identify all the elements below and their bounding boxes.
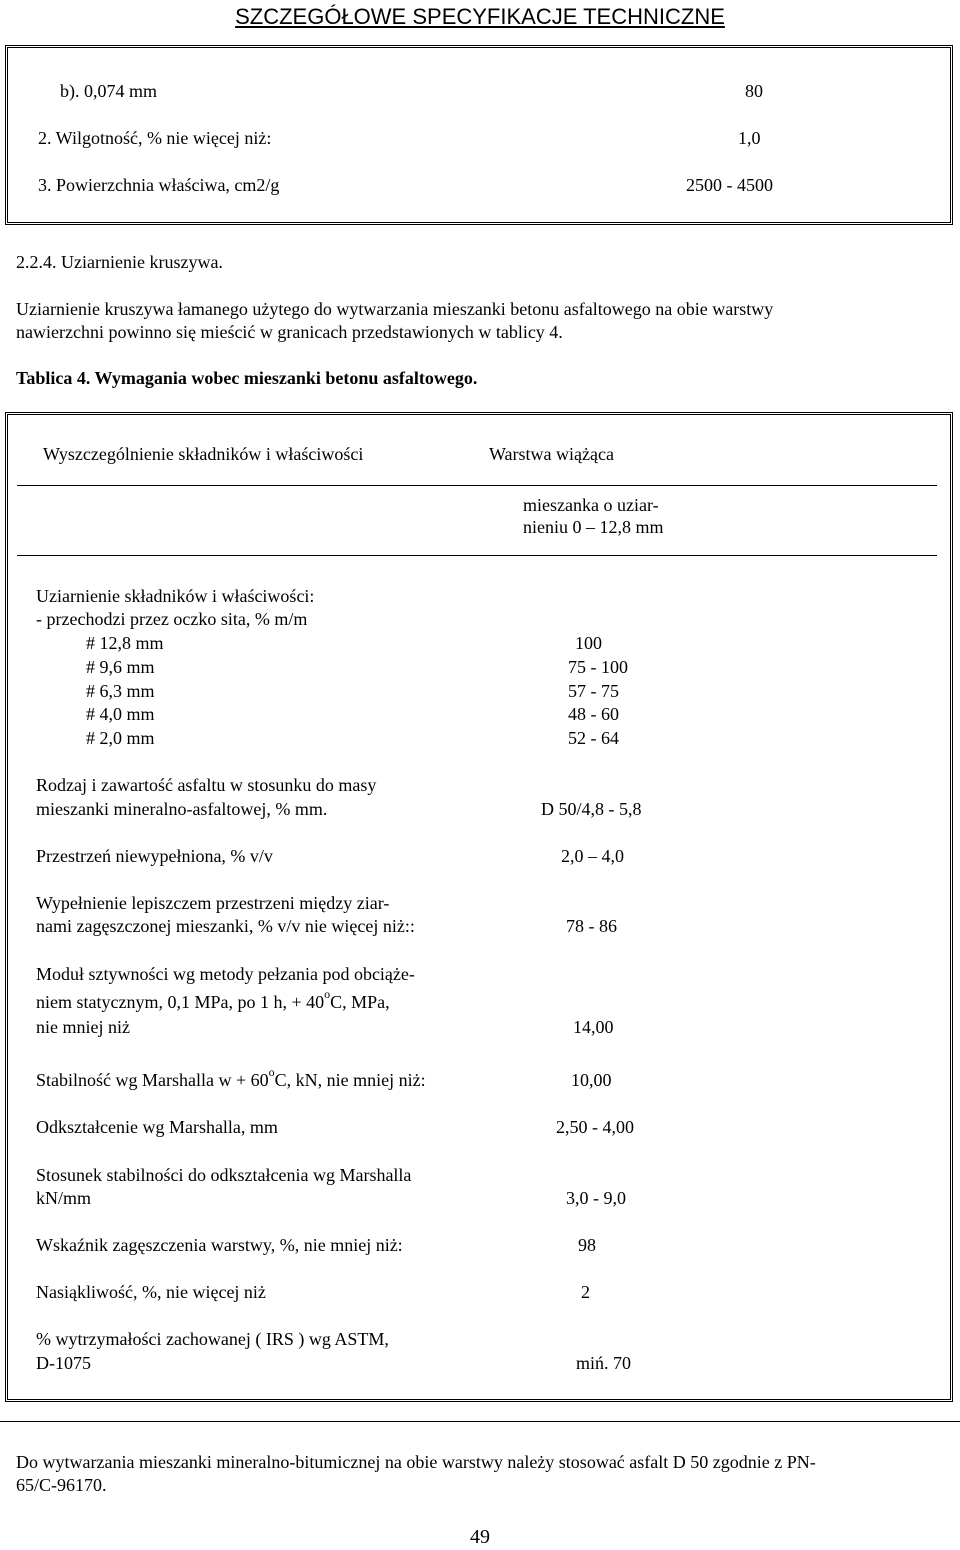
- grading-subtitle: - przechodzi przez oczko sita, % m/m: [36, 609, 308, 629]
- property-value: 98: [578, 1235, 596, 1255]
- grading-title: Uziarnienie składników i właściwości:: [36, 586, 315, 606]
- property-value: miń. 70: [576, 1353, 632, 1373]
- section-heading: 2.2.4. Uziarnienie kruszywa.: [16, 252, 223, 272]
- property-value: 2,50 - 4,00: [556, 1117, 634, 1137]
- property-label: mieszanki mineralno-asfaltowej, % mm.: [36, 799, 328, 819]
- property-value: 10,00: [571, 1070, 612, 1090]
- sieve-value: 75 - 100: [568, 657, 628, 677]
- property-label: Moduł sztywności wg metody pełzania pod obciąże-: [36, 964, 415, 984]
- property-label-part: C, MPa,: [330, 992, 390, 1012]
- property-value: 3,0 - 9,0: [566, 1188, 626, 1208]
- footer-divider: [0, 1421, 960, 1422]
- sieve-label: # 12,8 mm: [86, 633, 164, 653]
- page-number: 49: [470, 1526, 490, 1548]
- sieve-value: 52 - 64: [568, 728, 619, 748]
- property-value: D 50/4,8 - 5,8: [541, 799, 642, 819]
- sieve-value: 100: [575, 633, 602, 653]
- property-value: 2,0 – 4,0: [561, 846, 624, 866]
- spec-row-label: b). 0,074 mm: [60, 81, 157, 101]
- property-label: Wskaźnik zagęszczenia warstwy, %, nie mniej niż:: [36, 1235, 403, 1255]
- column-header: Warstwa wiążąca: [489, 444, 614, 464]
- page-title: [0, 4, 960, 30]
- table-divider: [17, 485, 937, 486]
- sieve-value: 48 - 60: [568, 704, 619, 724]
- property-label: nie mniej niż: [36, 1017, 130, 1037]
- degree-superscript: o: [324, 987, 331, 1001]
- property-label-part: Stabilność wg Marshalla w + 60: [36, 1070, 269, 1090]
- paragraph-line: nawierzchni powinno się mieścić w granicach przedstawionych w tablicy 4.: [16, 322, 563, 342]
- property-label: nami zagęszczonej mieszanki, % v/v nie więcej niż::: [36, 916, 415, 936]
- property-label-part: C, kN, nie mniej niż:: [274, 1070, 426, 1090]
- property-label: % wytrzymałości zachowanej ( IRS ) wg ASTM,: [36, 1329, 389, 1349]
- property-label-part: niem statycznym, 0,1 MPa, po 1 h, + 40: [36, 992, 325, 1012]
- property-label: Stosunek stabilności do odkształcenia wg Marshalla: [36, 1165, 412, 1185]
- sieve-label: # 4,0 mm: [86, 704, 155, 724]
- property-label: Odkształcenie wg Marshalla, mm: [36, 1117, 278, 1137]
- spec-row-label: 2. Wilgotność, % nie więcej niż:: [38, 128, 272, 148]
- sieve-label: # 9,6 mm: [86, 657, 155, 677]
- property-value: 14,00: [573, 1017, 614, 1037]
- subheader-line: mieszanka o uziar-: [523, 495, 659, 515]
- property-label: Przestrzeń niewypełniona, % v/v: [36, 846, 273, 866]
- footer-note-line: Do wytwarzania mieszanki mineralno-bitumicznej na obie warstwy należy stosować asfalt D 50 zgodnie z PN-: [16, 1452, 816, 1472]
- page-title-text: SZCZEGÓŁOWE SPECYFIKACJE TECHNICZNE: [235, 4, 725, 29]
- spec-row-value: 80: [745, 81, 763, 101]
- column-header: Wyszczególnienie składników i właściwości: [43, 444, 364, 464]
- property-label: D-1075: [36, 1353, 91, 1373]
- property-value: 78 - 86: [566, 916, 617, 936]
- property-label: Rodzaj i zawartość asfaltu w stosunku do masy: [36, 775, 377, 795]
- property-label: [36, 987, 390, 1013]
- spec-row-label: 3. Powierzchnia właściwa, cm2/g: [38, 175, 280, 195]
- spec-row-value: 2500 - 4500: [686, 175, 773, 195]
- table-divider: [17, 555, 937, 556]
- subheader-line: nieniu 0 – 12,8 mm: [523, 517, 664, 537]
- property-label: [36, 1065, 426, 1091]
- sieve-value: 57 - 75: [568, 681, 619, 701]
- sieve-label: # 2,0 mm: [86, 728, 155, 748]
- paragraph-line: Uziarnienie kruszywa łamanego użytego do wytwarzania mieszanki betonu asfaltowego na obie warstwy: [16, 299, 774, 319]
- property-label: kN/mm: [36, 1188, 92, 1208]
- property-label: Nasiąkliwość, %, nie więcej niż: [36, 1282, 266, 1302]
- footer-note-line: 65/C-96170.: [16, 1475, 107, 1495]
- spec-row-value: 1,0: [738, 128, 761, 148]
- sieve-label: # 6,3 mm: [86, 681, 155, 701]
- property-label: Wypełnienie lepiszczem przestrzeni między ziar-: [36, 893, 390, 913]
- property-value: 2: [581, 1282, 590, 1302]
- degree-superscript: o: [268, 1065, 275, 1079]
- table-caption: Tablica 4. Wymagania wobec mieszanki betonu asfaltowego.: [16, 368, 478, 388]
